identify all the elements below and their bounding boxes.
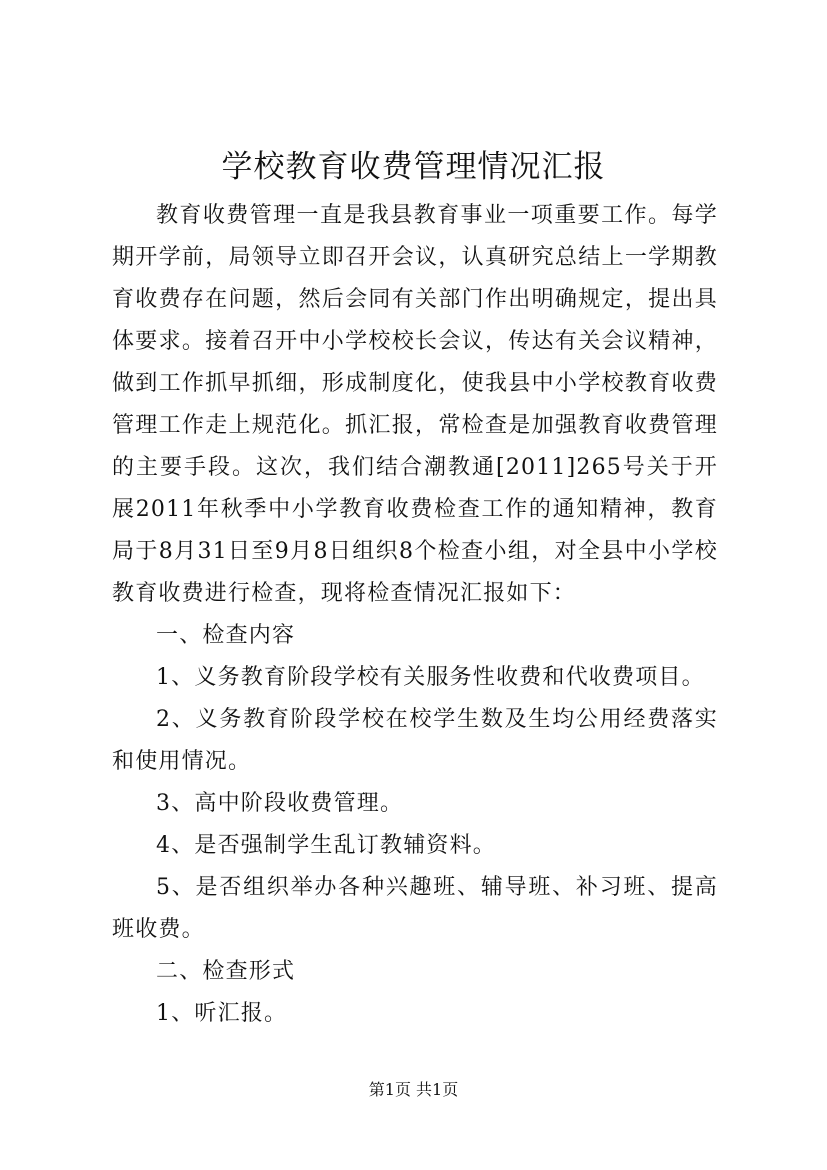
document-body bbox=[112, 195, 718, 1035]
list-item: 1、义务教育阶段学校有关服务性收费和代收费项目。 bbox=[156, 665, 705, 690]
page-footer: 第1页 共1页 bbox=[368, 1080, 459, 1099]
document-title: 学校教育收费管理情况汇报 bbox=[221, 149, 606, 185]
list-item: 2、义务教育阶段学校在校学生数及生均公用经费落实和使用情况。 bbox=[112, 707, 718, 774]
intro-paragraph: 教育收费管理一直是我县教育事业一项重要工作。每学期开学前，局领导立即召开会议，认真研究总结上一学期教育收费存在问题，然后会同有关部门作出明确规定，提出具体要求。接着召开中小学校校长会议，传达有关会议精神，做到工作抓早抓细，形成制度化，使我县中小学校教育收费管理工作走上规范化。抓汇报，常检查是加强教育收费管理的主要手段。这次，我们结合潮教通[2011]265号关于开展2011年秋季中小学教育收费检查工作的通知精神，教育局于8月31日至9月8日组织8个检查小组，对全县中小学校教育收费进行检查，现将检查情况汇报如下： bbox=[112, 203, 718, 606]
list-item: 1、听汇报。 bbox=[156, 1001, 288, 1026]
list-item: 5、是否组织举办各种兴趣班、辅导班、补习班、提高班收费。 bbox=[112, 875, 718, 942]
section-heading-2: 二、检查形式 bbox=[156, 959, 296, 984]
list-item: 3、高中阶段收费管理。 bbox=[156, 791, 404, 816]
section-heading-1: 一、检查内容 bbox=[156, 623, 296, 648]
list-item: 4、是否强制学生乱订教辅资料。 bbox=[156, 833, 496, 858]
